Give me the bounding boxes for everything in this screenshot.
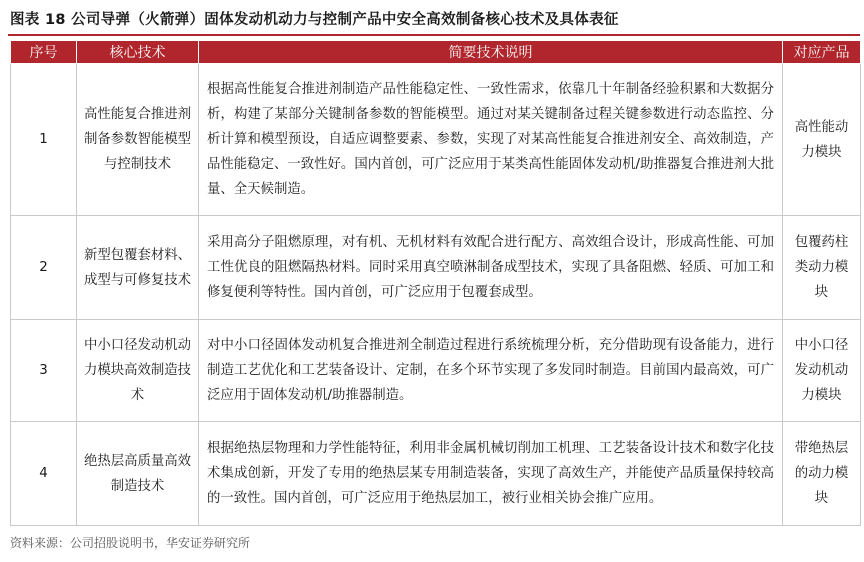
row-num: 4 bbox=[11, 422, 77, 526]
header-tech: 核心技术 bbox=[77, 41, 199, 64]
source-note: 资料来源：公司招股说明书，华安证券研究所 bbox=[10, 536, 251, 550]
row-product: 中小口径发动机动力模块 bbox=[783, 320, 861, 422]
row-tech: 中小口径发动机动力模块高效制造技术 bbox=[77, 320, 199, 422]
row-num: 1 bbox=[11, 64, 77, 216]
table-row bbox=[11, 216, 861, 320]
row-num: 2 bbox=[11, 216, 77, 320]
row-product: 包覆药柱类动力模块 bbox=[783, 216, 861, 320]
table-row bbox=[11, 64, 861, 216]
row-product: 带绝热层的动力模块 bbox=[783, 422, 861, 526]
table-header-row bbox=[11, 41, 861, 64]
header-product: 对应产品 bbox=[783, 41, 861, 64]
header-num: 序号 bbox=[11, 41, 77, 64]
row-num: 3 bbox=[11, 320, 77, 422]
row-product: 高性能动力模块 bbox=[783, 64, 861, 216]
row-desc: 根据高性能复合推进剂制造产品性能稳定性、一致性需求，依靠几十年制备经验积累和大数据分析，构建了某部分关键制备参数的智能模型。通过对某关键制备过程关键参数进行动态监控、分析计算和模型预设，自适应调整要素、参数，实现了对某高性能复合推进剂安全、高效制造，产品性能稳定、一致性好。国内首创，可广泛应用于某类高性能固体发动机/助推器复合推进剂大批量、全天候制造。 bbox=[199, 64, 783, 216]
header-desc: 简要技术说明 bbox=[199, 41, 783, 64]
row-tech: 高性能复合推进剂制备参数智能模型与控制技术 bbox=[77, 64, 199, 216]
table-row bbox=[11, 320, 861, 422]
row-desc: 对中小口径固体发动机复合推进剂全制造过程进行系统梳理分析，充分借助现有设备能力，进行制造工艺优化和工艺装备设计、定制，在多个环节实现了多发同时制造。目前国内最高效，可广泛应用于固体发动机/助推器制造。 bbox=[199, 320, 783, 422]
tech-table bbox=[10, 40, 861, 526]
title-rule bbox=[8, 34, 860, 36]
table-row bbox=[11, 422, 861, 526]
figure-title: 图表 18 公司导弹（火箭弹）固体发动机动力与控制产品中安全高效制备核心技术及具体表征 bbox=[10, 12, 619, 28]
row-tech: 新型包覆套材料、成型与可修复技术 bbox=[77, 216, 199, 320]
row-desc: 采用高分子阻燃原理，对有机、无机材料有效配合进行配方、高效组合设计，形成高性能、可加工性优良的阻燃隔热材料。同时采用真空喷淋制备成型技术，实现了具备阻燃、轻质、可加工和修复便利等特性。国内首创，可广泛应用于包覆套成型。 bbox=[199, 216, 783, 320]
row-desc: 根据绝热层物理和力学性能特征，利用非金属机械切削加工机理、工艺装备设计技术和数字化技术集成创新，开发了专用的绝热层某专用制造装备，实现了高效生产，并能使产品质量保持较高的一致性。国内首创，可广泛应用于绝热层加工，被行业相关协会推广应用。 bbox=[199, 422, 783, 526]
row-tech: 绝热层高质量高效制造技术 bbox=[77, 422, 199, 526]
